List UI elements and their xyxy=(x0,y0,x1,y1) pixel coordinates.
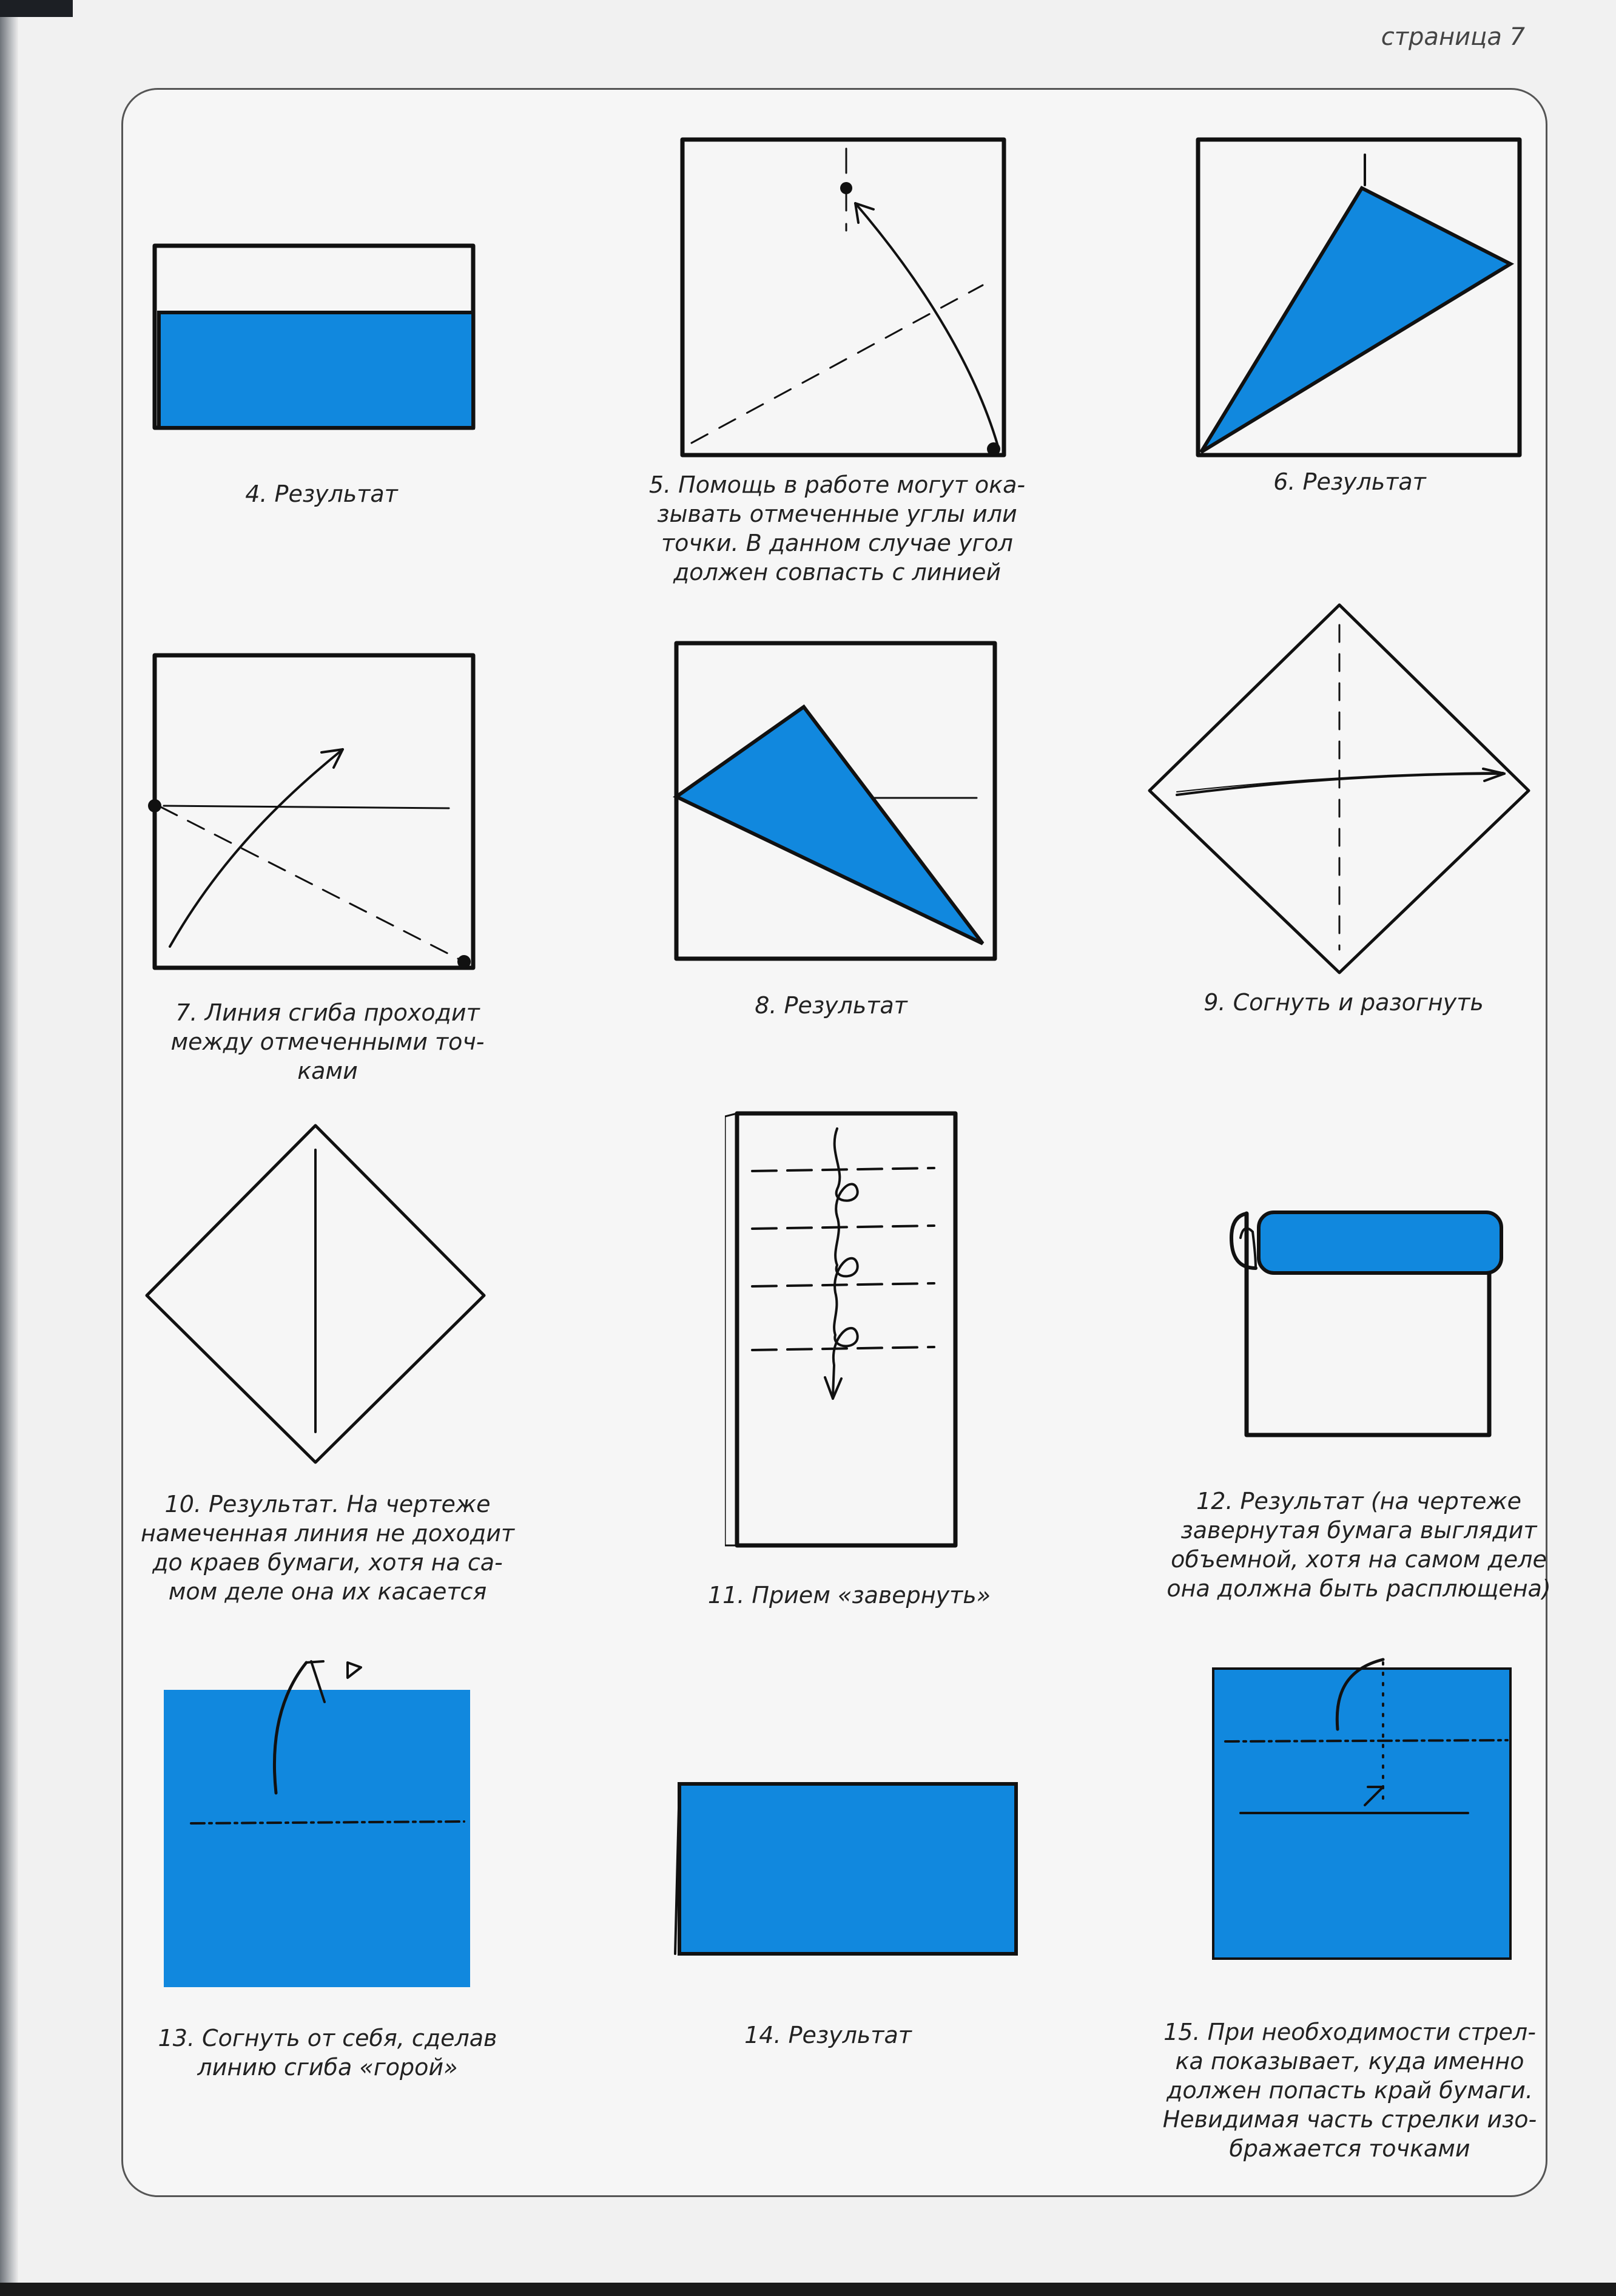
step-13-figure xyxy=(155,1644,482,1996)
scan-edge xyxy=(0,0,73,17)
step-14-caption: 14. Результат xyxy=(744,2022,912,2048)
step-12-figure xyxy=(1219,1201,1510,1444)
step-4-figure xyxy=(146,234,485,446)
scan-bottom-edge xyxy=(0,2283,1616,2296)
step-5-caption: 5. Помощь в работе могут ока- зывать отмеченные углы или точки. В данном случае угол должен совпасть с линией xyxy=(648,471,1026,586)
step-10-caption: 10. Результат. На чертеже намеченная линия не доходит до краев бумаги, хотя на са- мом деле она их касается xyxy=(140,1491,515,1605)
step-13-caption: 13. Согнуть от себя, сделав линию сгиба «горой» xyxy=(158,2025,497,2081)
step-7-caption: 7. Линия сгиба проходит между отмеченными точ- ками xyxy=(170,999,485,1084)
step-5-figure xyxy=(673,130,1013,458)
step-11-caption: 11. Прием «завернуть» xyxy=(707,1582,991,1609)
step-9-figure xyxy=(1140,598,1535,980)
step-10-figure xyxy=(140,1116,491,1468)
step-14-figure xyxy=(670,1772,1022,1963)
step-12-caption: 12. Результат (на чертеже завернутая бумага выглядит объемной, хотя на самом деле она должна быть расплющена) xyxy=(1167,1488,1551,1602)
step-11-figure xyxy=(725,1104,968,1553)
step-15-figure xyxy=(1207,1650,1523,1966)
step-4-caption: 4. Результат xyxy=(245,481,398,507)
step-9-caption: 9. Согнуть и разогнуть xyxy=(1204,989,1484,1016)
step-8-figure xyxy=(667,634,1007,968)
page-number: страница 7 xyxy=(1381,23,1525,51)
book-spine-shadow xyxy=(0,0,18,2296)
step-6-figure xyxy=(1189,130,1529,464)
step-8-caption: 8. Результат xyxy=(755,992,907,1019)
step-6-caption: 6. Результат xyxy=(1273,468,1426,495)
step-15-caption: 15. При необходимости стрел- ка показывает, куда именно должен попасть край бумаги. Невидимая часть стрелки изо- бражается точками xyxy=(1162,2019,1537,2162)
step-7-figure xyxy=(146,643,485,983)
